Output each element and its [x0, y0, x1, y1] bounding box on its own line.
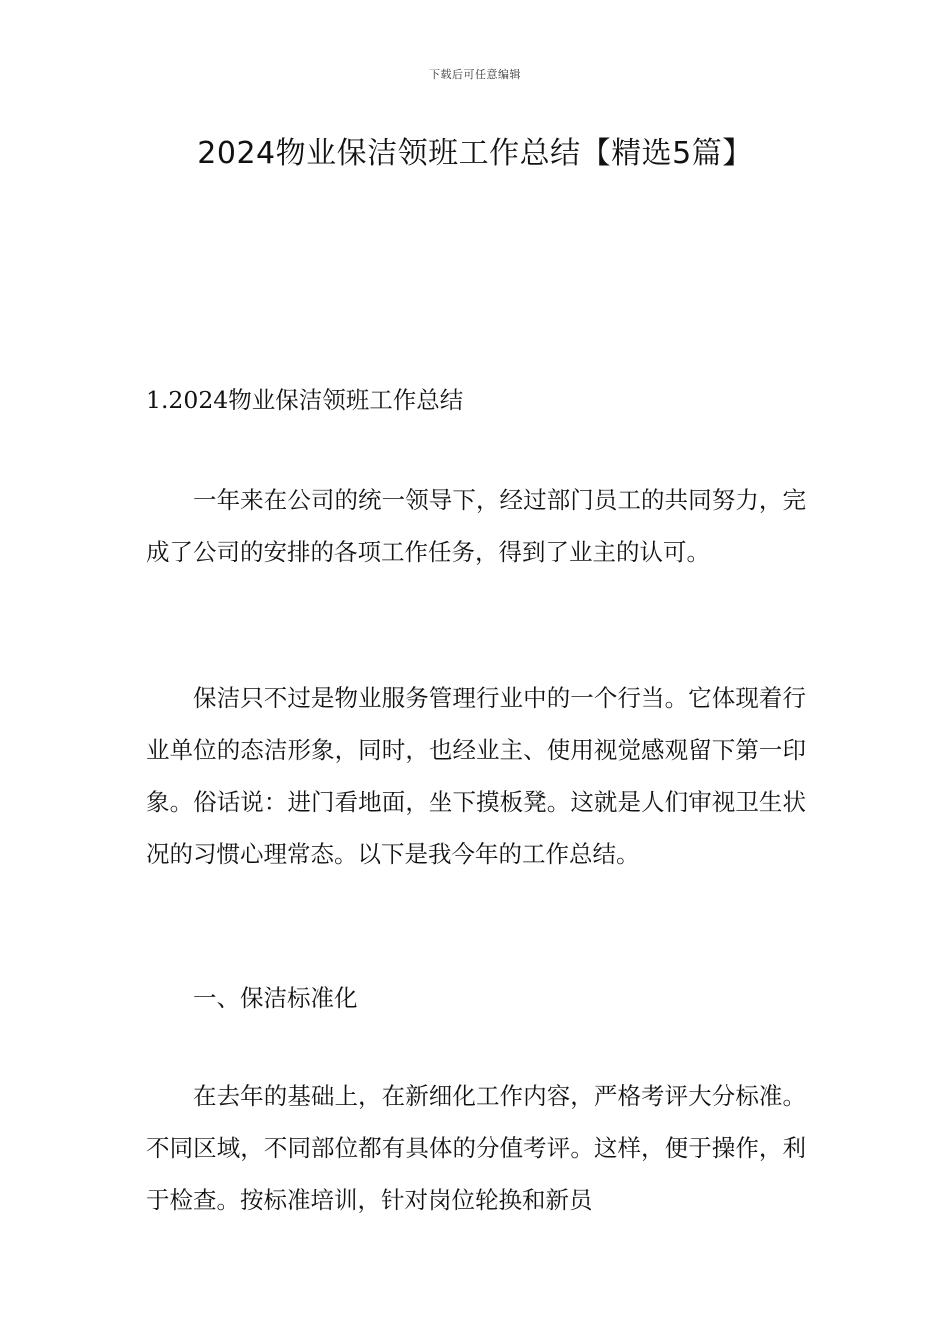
paragraph-cleaning-role: 保洁只不过是物业服务管理行业中的一个行当。它体现着行业单位的态洁形象，同时，也经业主、使用视觉感观留下第一印象。俗话说：进门看地面，坐下摸板凳。这就是人们审视卫生状况的习惯心理常态。以下是我今年的工作总结。	[146, 684, 806, 868]
section-heading: 1.2024物业保洁领班工作总结	[146, 386, 464, 414]
paragraph-standardization: 在去年的基础上，在新细化工作内容，严格考评大分标准。不同区域，不同部位都有具体的分值考评。这样，便于操作，利于检查。按标准培训，针对岗位轮换和新员	[146, 1082, 806, 1214]
document-title: 2024物业保洁领班工作总结【精选5篇】	[197, 136, 753, 171]
paragraph-intro: 一年来在公司的统一领导下，经过部门员工的共同努力，完成了公司的安排的各项工作任务，得到了业主的认可。	[146, 486, 806, 566]
sub-heading-standardization: 一、保洁标准化	[193, 984, 358, 1012]
header-note: 下载后可任意编辑	[429, 68, 521, 81]
